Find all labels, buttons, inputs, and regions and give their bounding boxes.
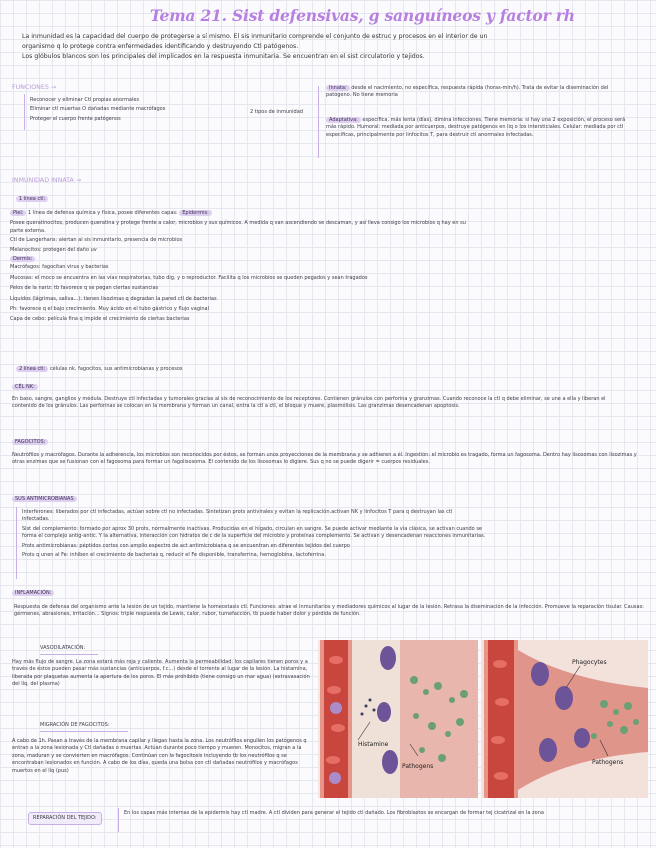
linea1-label: 1 línea ctl: (16, 196, 48, 202)
text-line: Ph: favorece q el bajo crecimiento. Muy ácido en el tubo gástrico y flujo vaginal (10, 306, 210, 313)
intro-line: La inmunidad es la capacidad del cuerpo de protegerse a sí mismo. El sis inmunitario comprende el conjunto de estruc y procesos en el interior de un (22, 33, 488, 40)
text-line: Melanocitos: protegen del daño uv (10, 246, 97, 253)
intro-line: Los glóbulos blancos son los principales del implicados en la respuesta inmunitaria. Se encuentran en el sist circulatorio y tejidos. (22, 53, 425, 61)
inflamacion-text: Respuesta de defensa del organismo ante la lesión de un tejido, mantiene la homeostasis ctl. Funciones: atrae el inmunitarios y mediadores químicos al lugar de la lesión. Retrasa la diseminación de la infección. Promueve la reparación tisular. Causas: gérmenes, abrasiones, irritación... Signos: triple respuesta de Lewis, calor, rubor, tumefacción, tb puede haber dolor y pérdida de función. (14, 604, 644, 618)
page-title: Tema 21. Sist defensivas, g sanguíneos y factor rh (150, 6, 575, 25)
antimicro-row (12, 496, 77, 503)
intro-paragraph (22, 32, 624, 63)
text-line: Líquidos (lágrimas, saliva...): tienen lisozimas q degradan la pared ctl de bacterias (10, 295, 217, 302)
fagocitos-heading: FAGOCITOS: (12, 439, 48, 445)
linea2-label: 2 línea ctl: (16, 366, 48, 372)
inflamacion-heading: INFLAMACIÓN: (12, 590, 54, 596)
pathogens-left-label: Pathogens (402, 763, 434, 770)
text-line: Posee queratinocitos, producen queratina y protege frente a calor, microbios y sus químicos. A medida q van ascendiendo se descaman, y así lleva consigo los microbios q hay en su (10, 220, 466, 227)
list-item: Eliminar ctl muertas O dañadas mediante macrófagos (30, 106, 166, 113)
bracket-line (24, 94, 25, 130)
dermis-label: Dermis: (10, 256, 35, 262)
underline (40, 731, 128, 732)
antimicro-list (22, 509, 640, 559)
histamine-label: Histamine (358, 741, 389, 748)
inflammation-illustration (318, 640, 648, 798)
innata-heading: INMUNIDAD INNATA → (12, 177, 82, 184)
piel-label: Piel: (10, 210, 26, 216)
inflamacion-row (12, 590, 54, 597)
reparacion-text: En los capas más internas de la epidermis hay ctl madre. A ctl dividen para generar el tejido ctl dañado. Los fibroblastos se encargan de formar tej cicatrizal en la zona (124, 810, 544, 816)
fagocitos-row (12, 439, 48, 446)
funciones-list (30, 97, 230, 123)
linea1-row (16, 196, 48, 203)
text-line: Interferones: liberados por ctl infectadas, actúan sobre ctl no infectadas. Sintetizan prots antivirales y evitan la replicación.activan NK y linfocitos T para q destruyan las ctl (22, 509, 453, 515)
intro-line: organismo q lo protege contra enfermedades identificando y destruyendo Ctl patógenos. (22, 43, 299, 51)
text-line: Pelos de la nariz: tb favorece q se pegan ciertas sustancias (10, 285, 159, 292)
dermis-row (10, 256, 622, 263)
bracket-line (318, 86, 319, 158)
piel-block (10, 210, 622, 324)
vasodilatacion-heading: VASODILATACIÓN: (40, 645, 86, 651)
bracket-line (16, 507, 17, 579)
phagocytes-label: Phagocytes (572, 659, 607, 666)
fagocitos-text: Neutrófilos y macrófagos. Durante la adherencia, los microbios son reconocidos por éstos, se forman unos proyecciones de la membrana y se adhieren a él. Ingestión: el microbio es tragado, forma un fagosoma. Dentro hay lisosomas con lisozimas y otras enzimas que se fusionan con el fagosoma para formar un fagolisosoma. El contenido de los lisosomas lo digiere. Sus q no se puede digerir = cuerpos residuales. (12, 452, 637, 466)
funciones-heading: FUNCIONES → (12, 84, 57, 91)
innata-label: Innata: (326, 85, 350, 91)
text-line: Ctl de Langerhans: alertan al sis inmunitario, presencia de microbios (10, 237, 183, 244)
text-line: Macrófagos: fagocitan virus y bacterias (10, 264, 109, 271)
text-line: parte externa. (10, 227, 46, 234)
vasodilatacion-text: Hay más flujo de sangre. La zona estará más roja y caliente. Aumenta la permeabilidad: los capilares tienen poros y a través de éstos pueden pasar más sustancias (anticuerpos, f.c...) desde el torrente al lugar de la lesión. La histamina, liberada por plaquetas aumenta la apertura de los poros. El más prohibido (tiene consigo un mar agua) (extravasación del líq. del plasma) (12, 659, 310, 688)
list-item: Reconocer y eliminar Ctl propias anormales (30, 97, 140, 103)
celnk-row (12, 384, 38, 391)
epidermis-label: Epidermis: (179, 210, 212, 216)
underline (40, 654, 98, 655)
text-line: infectadas. (22, 516, 50, 523)
text-line: Prots antimicrobianas: péptidos cortos con amplio espectro de act antimicrobiana q se encuentran en diferentes tejidos del cuerpo (22, 542, 350, 549)
celnk-text: En baso, sangre, ganglios y médula. Destruye ctl infectadas y tumorales gracias al sis de reconocimiento de los receptores. Contienen gránulos con perforina y granzimas. Cuando reconoce la ctl q debe eliminar, se une a ella y liberan el contenido de los gránulos. Las perforinas se colocan en la membrana y forman un canal, entra la ctl a ctl, el bloque y muere, plasmólisis. Las granzimas desencadenan apoptosis. (12, 396, 606, 410)
migracion-text: A cabo de 1h. Pasan a través de la membrana capilar y llegan hasta la zona. Los neutrófilos engullen los patógenos q entran a la zona lesionada y Ctl dañadas o muertas. Actúan durante poco tiempo y mueren. Monocitos, migran a la zona, maduran y se convierten en macrófagos. Continúan con la fagocitosis incluyendo tb los neutrófilos q se encontraban lesionados en función. A cabo de los días, queda una bolsa con ctl dañadas neutrófilos y macrófagos muertos en el líq (pus) (12, 738, 307, 774)
celnk-heading: CÉL NK: (12, 384, 38, 390)
antimicro-heading: SUS ANTIMICROBIANAS (12, 496, 77, 502)
text-line: Mucosas: el moco se encuentra en las vías respiratorias, tubo dig, y o reproductor. Facilita q los microbios se queden pegados y sean tragados (10, 274, 368, 281)
pathogens-right-label: Pathogens (592, 759, 624, 766)
adaptativa-definition: Adaptativa: específica, más lenta (días), dimina infecciones. Tiene memoria: si hay una 2 exposición, el proceso será más rápido. Humoral: mediada por anticuerpos, destruye patógenos en liq o los intersticiales. Celular: mediada por ctl específicas, principalmente por linfocitos T, para destruir ctl anormales infectadas. (326, 117, 626, 138)
reparacion-heading: REPARACIÓN DEL TEJIDO: (28, 812, 102, 825)
migracion-heading: MIGRACIÓN DE FAGOCITOS: (40, 722, 110, 728)
linea2-row: 2 línea ctl: células nk, fagocitos, sus antimicrobianas y procesos (16, 366, 183, 373)
text-line: Capa de cebo: película fina q impide el crecimiento de ciertas bacterias (10, 316, 190, 323)
tipos-inmunidad-label: 2 tipos de inmunidad (250, 109, 303, 115)
bracket-line (118, 808, 119, 832)
text-line: Sist del complemento: formado por aprox 30 prots, normalmente inactivas. Producidas en el hígado, circulan en sangre. Se puede activar mediante la vía clásica, se activan cuando se (22, 525, 482, 532)
piel-row: Piel: 1 línea de defensa química y física, posee diferentes capas: Epidermis: (10, 210, 622, 217)
text-line: Prots q unen al Fe: inhiben el crecimiento de bacterias q, reducir el Fe disponible, transferrina, hemoglobina, lactoferrina. (22, 552, 326, 559)
innata-definition: Innata: desde el nacimiento, no específica, respuesta rápida (horas-min/h). Trata de evitar la diseminación del patógeno. No tiene memoria (326, 85, 609, 99)
inflammation-figure (318, 640, 648, 798)
adaptativa-label: Adaptativa: (326, 117, 361, 123)
list-item: Proteger el cuerpo frente patógenos (30, 115, 121, 122)
text-line: forma el complejo antig-antic. Y la alternativa, interacción con hidratos de c de la superficie del microbio y proteínas complemento. Se activan y desencadenan reacciones inmunitarias. (22, 533, 486, 540)
